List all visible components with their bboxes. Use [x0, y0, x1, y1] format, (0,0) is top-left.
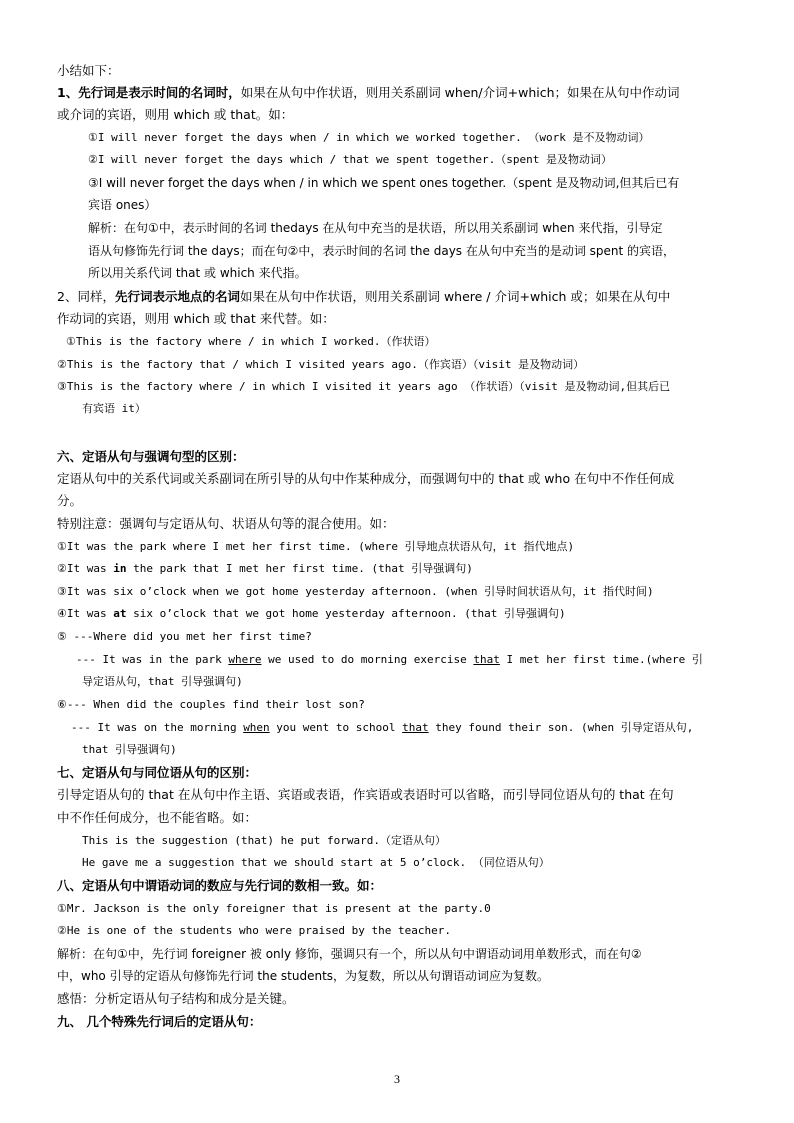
example-line: ③It was six o’clock when we got home yesterday afternoon. (when 引导时间状语从句，it 指代时间) — [57, 585, 654, 598]
dialogue-answer — [76, 651, 703, 669]
dialogue-answer — [71, 719, 693, 737]
example-line: ③This is the factory where / in which I visited it years ago （作状语）（visit 是及物动词,但其后已 — [57, 380, 671, 393]
text-run: they found their son. (when 引导定语从句, — [428, 721, 694, 734]
underlined-word: when — [243, 721, 270, 734]
example-line: ①It was the park where I met her first time. (where 引导地点状语从句，it 指代地点) — [57, 540, 575, 553]
example-line: ①I will never forget the days when / in which we worked together. （work 是不及物动词） — [88, 131, 650, 144]
text-run: ②It was — [57, 562, 114, 575]
underlined-word: that — [473, 653, 500, 666]
page-number: 3 — [394, 1072, 400, 1086]
summary-point-1 — [57, 84, 680, 102]
point-1-bold: 1、先行词是表示时间的名词时， — [57, 85, 241, 100]
example-line — [57, 605, 566, 623]
example-line — [57, 560, 473, 578]
bold-word: in — [113, 562, 127, 575]
paragraph-line: 分。 — [57, 493, 83, 508]
section-7-heading: 七、定语从句与同位语从句的区别： — [57, 765, 258, 780]
text-run: I met her first time.(where 引 — [499, 653, 703, 666]
dialogue-answer-cont: that 引导强调句) — [82, 743, 177, 756]
example-line: He gave me a suggestion that we should start at 5 o’clock. （同位语从句） — [82, 856, 550, 869]
analysis-line: 解析：在句①中，表示时间的名词 thedays 在从句中充当的是状语，所以用关系副词 when 来代指，引导定 — [88, 221, 663, 235]
bold-word: at — [113, 607, 127, 620]
analysis-line: 所以用关系代词 that 或 which 来代指。 — [88, 266, 307, 280]
text-run: --- It was in the park — [76, 653, 229, 666]
example-line: ③I will never forget the days when / in which we spent ones together.（spent 是及物动词,但其后已有 — [88, 176, 680, 190]
example-line: 宾语 ones） — [88, 198, 157, 212]
example-line: ②He is one of the students who were praised by the teacher. — [57, 924, 451, 937]
analysis-line: 中，who 引导的定语从句修饰先行词 the students，为复数，所以从句谓语动词应为复数。 — [57, 969, 550, 983]
analysis-line: 解析：在句①中，先行词 foreigner 被 only 修饰，强调只有一个，所以从句中谓语动词用单数形式，而在句② — [57, 947, 642, 961]
summary-intro: 小结如下： — [57, 63, 120, 78]
section-8-heading: 八、定语从句中谓语动词的数应与先行词的数相一致。如： — [57, 878, 383, 893]
text-run: --- It was on the morning — [71, 721, 244, 734]
text-run: we used to do morning exercise — [261, 653, 474, 666]
example-line: ①Mr. Jackson is the only foreigner that is present at the party.0 — [57, 902, 491, 915]
text-run: six o’clock that we got home yesterday afternoon. (that 引导强调句) — [126, 607, 566, 620]
dialogue-question: ⑤ ---Where did you met her first time? — [57, 630, 312, 643]
dialogue-answer-cont: 导定语从句，that 引导强调句) — [82, 675, 243, 688]
point-2-prefix: 2、同样， — [57, 289, 115, 304]
paragraph-line: 定语从句中的关系代词或关系副词在所引导的从句中作某种成分，而强调句中的 that 或 who 在句中不作任何成 — [57, 471, 675, 486]
example-line: ②This is the factory that / which I visited years ago.（作宾语）（visit 是及物动词） — [57, 358, 585, 371]
insight-line: 感悟：分析定语从句子结构和成分是关键。 — [57, 991, 295, 1006]
text-run: ④It was — [57, 607, 114, 620]
point-2-text: 如果在从句中作状语，则用关系副词 where / 介词+which 或；如果在从句中 — [239, 289, 671, 304]
summary-point-2 — [57, 288, 670, 306]
paragraph-line: 引导定语从句的 that 在从句中作主语、宾语或表语，作宾语或表语时可以省略，而引导同位语从句的 that 在句 — [57, 787, 674, 802]
summary-point-2-cont: 作动词的宾语，则用 which 或 that 来代替。如： — [57, 311, 335, 326]
section-6-heading: 六、定语从句与强调句型的区别： — [57, 449, 245, 464]
example-line: 有宾语 it） — [82, 402, 146, 415]
underlined-word: where — [228, 653, 262, 666]
point-1-text: 如果在从句中作状语，则用关系副词 when/介词+which；如果在从句中作动词 — [240, 85, 680, 100]
note-line: 特别注意：强调句与定语从句、状语从句等的混合使用。如： — [57, 516, 395, 531]
analysis-line: 语从句修饰先行词 the days；而在句②中，表示时间的名词 the days 在从句中充当的是动词 spent 的宾语， — [88, 244, 676, 258]
text-run: you went to school — [269, 721, 403, 734]
example-line: ①This is the factory where / in which I worked.（作状语） — [66, 335, 436, 348]
dialogue-question: ⑥--- When did the couples find their lost son? — [57, 698, 365, 711]
text-run: the park that I met her first time. (that 引导强调句) — [126, 562, 473, 575]
section-9-heading: 九、 几个特殊先行词后的定语从句： — [57, 1014, 262, 1029]
example-line: This is the suggestion (that) he put forward.（定语从句） — [82, 834, 447, 847]
example-line: ②I will never forget the days which / that we spent together.（spent 是及物动词） — [88, 153, 612, 166]
summary-point-1-cont: 或介词的宾语，则用 which 或 that。如： — [57, 107, 294, 122]
underlined-word: that — [402, 721, 429, 734]
paragraph-line: 中不作任何成分，也不能省略。如： — [57, 810, 258, 825]
point-2-bold: 先行词表示地点的名词 — [114, 289, 240, 304]
